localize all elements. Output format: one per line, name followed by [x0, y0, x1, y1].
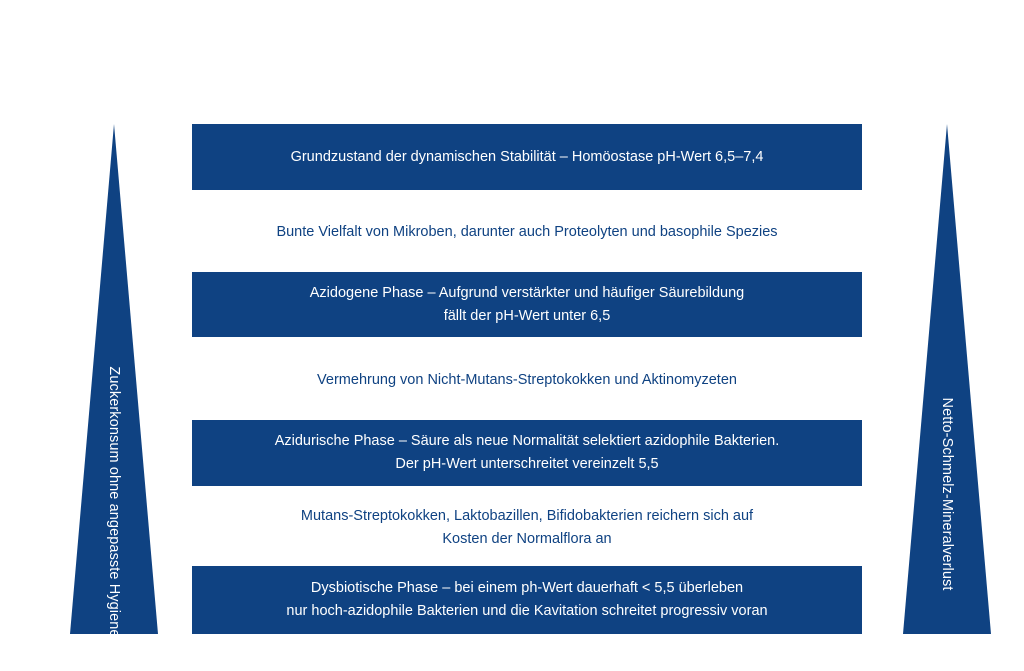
phase-line: Grundzustand der dynamischen Stabilität – Homöostase pH-Wert 6,5–7,4: [290, 148, 764, 165]
phase-line: Azidurische Phase – Säure als neue Normalität selektiert azidophile Bakterien.: [274, 433, 780, 449]
note-line: Vermehrung von Nicht-Mutans-Streptokokken und Aktinomyzeten: [317, 371, 737, 388]
note-line: Mutans-Streptokokken, Laktobazillen, Bifidobakterien reichern sich auf: [300, 508, 754, 524]
sugar-consumption-label: Zuckerkonsum ohne angepasste Hygiene: [106, 366, 122, 638]
microbe-note-aciduric: [192, 498, 862, 558]
note-line: Kosten der Normalflora an: [442, 531, 612, 547]
phase-line: fällt der pH-Wert unter 6,5: [443, 307, 611, 324]
phase-band-aciduric: [192, 420, 862, 486]
phase-band-homeostasis: [192, 124, 862, 190]
phase-line: Dysbiotische Phase – bei einem ph-Wert dauerhaft < 5,5 überleben: [310, 580, 744, 596]
sugar-consumption-triangle: [70, 124, 158, 638]
microbe-note-homeostasis: [192, 212, 862, 252]
note-line: Bunte Vielfalt von Mikroben, darunter auch Proteolyten und basophile Spezies: [276, 223, 778, 240]
phase-line: nur hoch-azidophile Bakterien und die Kavitation schreitet progressiv voran: [286, 603, 768, 619]
mineral-loss-triangle: [903, 124, 991, 634]
mineral-loss-label: Netto-Schmelz-Mineralverlust: [939, 397, 955, 591]
phase-band-acidogenic: [192, 272, 862, 337]
microbe-note-acidogenic: [192, 360, 862, 400]
phase-band-dysbiotic: [192, 566, 862, 634]
phase-line: Der pH-Wert unterschreitet vereinzelt 5,5: [395, 456, 659, 472]
phase-line: Azidogene Phase – Aufgrund verstärkter und häufiger Säurebildung: [309, 284, 745, 301]
